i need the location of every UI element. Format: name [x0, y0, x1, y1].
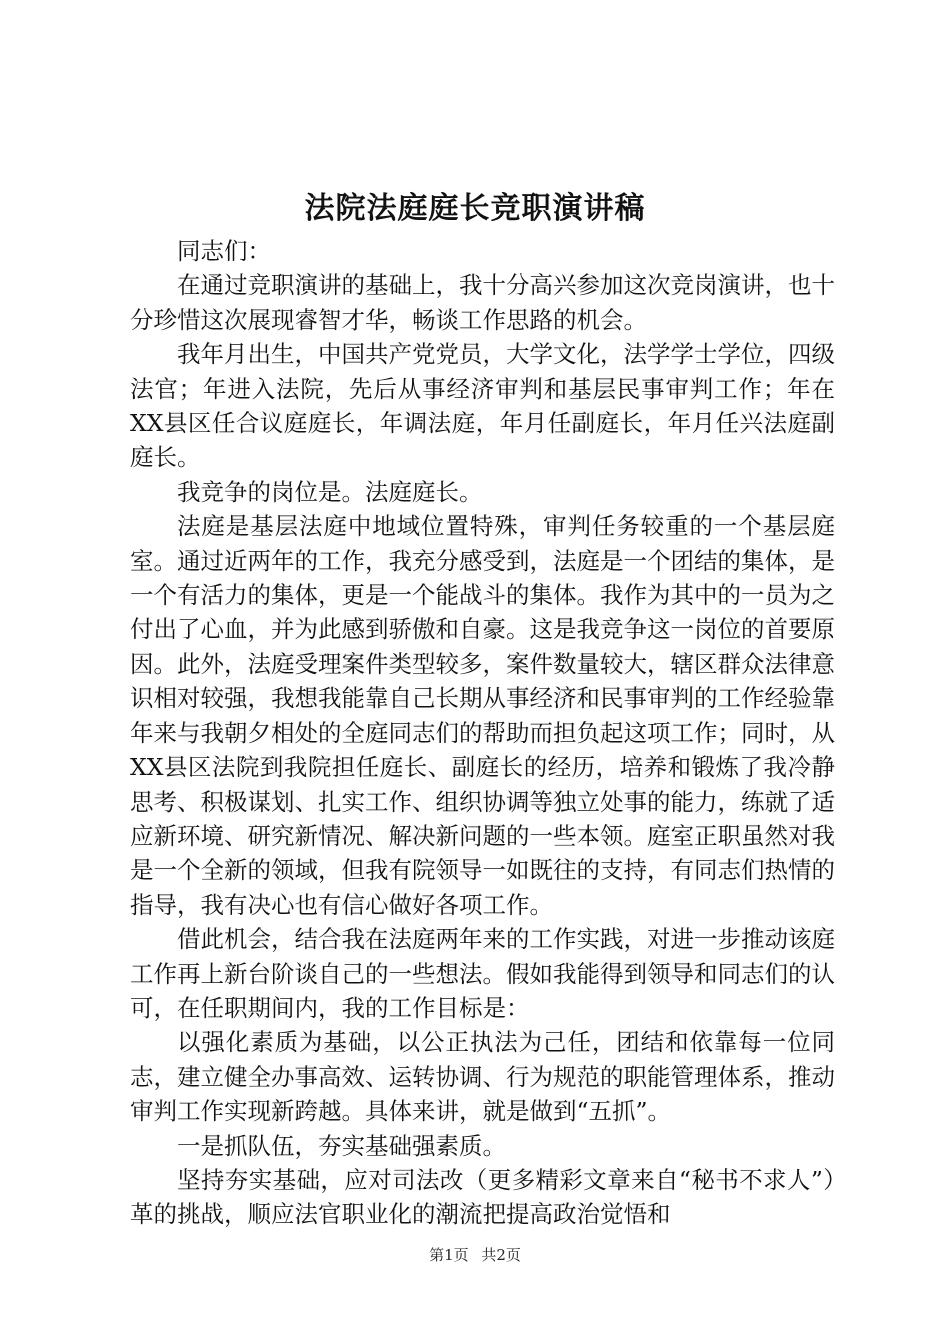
page-footer: [0, 1245, 950, 1265]
document-body: [130, 234, 835, 1232]
page-number: 第1页: [429, 1246, 469, 1264]
document-title: 法院法庭庭长竞职演讲稿: [304, 191, 646, 226]
paragraph: 以强化素质为基础，以公正执法为己任，团结和依靠每一位同志，建立健全办事高效、运转协调、行为规范的职能管理体系，推动审判工作实现新跨越。具体来讲，就是做到“五抓”。: [130, 1028, 835, 1126]
paragraph: 在通过竞职演讲的基础上，我十分高兴参加这次竞岗演讲，也十分珍惜这次展现睿智才华，畅谈工作思路的机会。: [130, 271, 835, 334]
paragraph: 我竞争的岗位是。法庭庭长。: [177, 477, 483, 506]
paragraph: 借此机会，结合我在法庭两年来的工作实践，对进一步推动该庭工作再上新台阶谈自己的一些想法。假如我能得到领导和同志们的认可，在任职期间内，我的工作目标是：: [130, 925, 835, 1022]
paragraph-salutation: 同志们：: [177, 237, 271, 265]
paragraph: 法庭是基层法庭中地域位置特殊，审判任务较重的一个基层庭室。通过近两年的工作，我充分感受到，法庭是一个团结的集体，是一个有活力的集体，更是一个能战斗的集体。我作为其中的一员为之付出了心血，并为此感到骄傲和自豪。这是我竞争这一岗位的首要原因。此外，法庭受理案件类型较多，案件数量较大，辖区群众法律意识相对较强，我想我能靠自己长期从事经济和民事审判的工作经验靠年来与我朝夕相处的全庭同志们的帮助而担负起这项工作；同时，从XX县区法院到我院担任庭长、副庭长的经历，培养和锻炼了我冷静思考、积极谋划、扎实工作、组织协调等独立处事的能力，练就了适应新环境、研究新情况、解决新问题的一些本领。庭室正职虽然对我是一个全新的领域，但我有院领导一如既往的支持，有同志们热情的指导，我有决心也有信心做好各项工作。: [130, 512, 835, 919]
page-total: 共2页: [481, 1246, 521, 1264]
paragraph: 一是抓队伍，夯实基础强素质。: [177, 1131, 506, 1160]
paragraph: 坚持夯实基础，应对司法改（更多精彩文章来自“秘书不求人”）革的挑战，顺应法官职业化的潮流把提高政治觉悟和: [130, 1165, 835, 1229]
paragraph: 我年月出生，中国共产党党员，大学文化，法学学士学位，四级法官；年进入法院，先后从事经济审判和基层民事审判工作；年在XX县区任合议庭庭长，年调法庭，年月任副庭长，年月任兴法庭副庭长。: [130, 340, 835, 472]
